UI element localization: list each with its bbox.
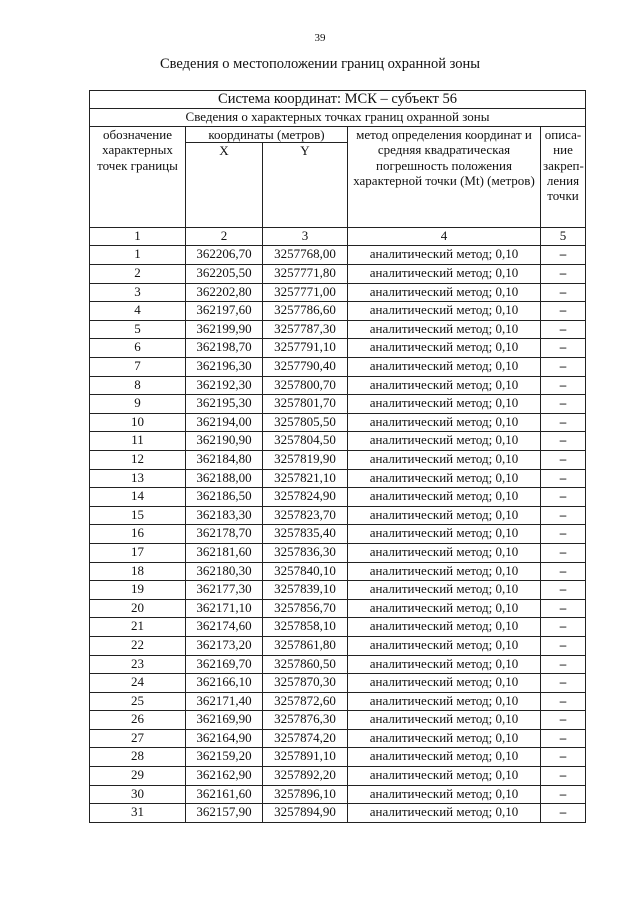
table-row	[90, 413, 586, 432]
y-coordinate-cell: 3257876,30	[263, 711, 348, 730]
y-coordinate-cell: 3257860,50	[263, 655, 348, 674]
x-coordinate-cell: 362183,30	[186, 506, 263, 525]
description-cell: –	[541, 618, 586, 637]
point-number-cell: 16	[90, 525, 186, 544]
point-number-cell: 11	[90, 432, 186, 451]
method-cell: аналитический метод; 0,10	[348, 246, 541, 265]
y-coordinate-cell: 3257821,10	[263, 469, 348, 488]
point-number-cell: 13	[90, 469, 186, 488]
coordinate-system-header: Система координат: МСК – субъект 56	[90, 91, 586, 109]
x-coordinate-cell: 362198,70	[186, 339, 263, 358]
table-row	[90, 376, 586, 395]
y-coordinate-cell: 3257791,10	[263, 339, 348, 358]
method-cell: аналитический метод; 0,10	[348, 711, 541, 730]
x-coordinate-cell: 362186,50	[186, 488, 263, 507]
description-cell: –	[541, 599, 586, 618]
table-row	[90, 767, 586, 786]
method-cell: аналитический метод; 0,10	[348, 432, 541, 451]
y-coordinate-cell: 3257858,10	[263, 618, 348, 637]
table-row	[90, 655, 586, 674]
y-coordinate-cell: 3257819,90	[263, 450, 348, 469]
method-cell: аналитический метод; 0,10	[348, 655, 541, 674]
description-cell: –	[541, 302, 586, 321]
table-row	[90, 525, 586, 544]
point-number-cell: 19	[90, 581, 186, 600]
table-subtitle: Сведения о характерных точках границ охранной зоны	[90, 109, 586, 127]
table-row	[90, 469, 586, 488]
y-coordinate-cell: 3257805,50	[263, 413, 348, 432]
x-coordinate-cell: 362196,30	[186, 358, 263, 377]
description-cell: –	[541, 581, 586, 600]
description-cell: –	[541, 729, 586, 748]
method-cell: аналитический метод; 0,10	[348, 618, 541, 637]
description-cell: –	[541, 767, 586, 786]
description-cell: –	[541, 525, 586, 544]
table-body	[90, 246, 586, 822]
point-number-cell: 2	[90, 265, 186, 284]
x-coordinate-cell: 362177,30	[186, 581, 263, 600]
table-row	[90, 543, 586, 562]
table-row	[90, 302, 586, 321]
x-coordinate-cell: 362169,70	[186, 655, 263, 674]
method-cell: аналитический метод; 0,10	[348, 265, 541, 284]
method-cell: аналитический метод; 0,10	[348, 674, 541, 693]
table-row	[90, 562, 586, 581]
method-cell: аналитический метод; 0,10	[348, 692, 541, 711]
point-number-cell: 5	[90, 320, 186, 339]
x-coordinate-cell: 362162,90	[186, 767, 263, 786]
y-coordinate-cell: 3257892,20	[263, 767, 348, 786]
x-coordinate-cell: 362178,70	[186, 525, 263, 544]
method-cell: аналитический метод; 0,10	[348, 543, 541, 562]
column-number: 3	[263, 228, 348, 246]
point-number-cell: 28	[90, 748, 186, 767]
point-number-cell: 1	[90, 246, 186, 265]
point-number-cell: 12	[90, 450, 186, 469]
method-cell: аналитический метод; 0,10	[348, 339, 541, 358]
x-coordinate-cell: 362161,60	[186, 785, 263, 804]
x-coordinate-cell: 362157,90	[186, 804, 263, 823]
description-cell: –	[541, 432, 586, 451]
method-cell: аналитический метод; 0,10	[348, 450, 541, 469]
x-coordinate-cell: 362174,60	[186, 618, 263, 637]
y-coordinate-cell: 3257894,90	[263, 804, 348, 823]
description-cell: –	[541, 376, 586, 395]
x-header: X	[186, 143, 263, 228]
x-coordinate-cell: 362173,20	[186, 636, 263, 655]
point-number-cell: 7	[90, 358, 186, 377]
method-cell: аналитический метод; 0,10	[348, 469, 541, 488]
method-cell: аналитический метод; 0,10	[348, 302, 541, 321]
y-coordinate-cell: 3257804,50	[263, 432, 348, 451]
x-coordinate-cell: 362171,10	[186, 599, 263, 618]
x-coordinate-cell: 362181,60	[186, 543, 263, 562]
method-cell: аналитический метод; 0,10	[348, 488, 541, 507]
description-cell: –	[541, 488, 586, 507]
point-number-cell: 17	[90, 543, 186, 562]
point-number-cell: 15	[90, 506, 186, 525]
table-row	[90, 320, 586, 339]
point-number-cell: 14	[90, 488, 186, 507]
description-cell: –	[541, 450, 586, 469]
description-cell: –	[541, 395, 586, 414]
method-cell: аналитический метод; 0,10	[348, 320, 541, 339]
description-cell: –	[541, 339, 586, 358]
method-cell: аналитический метод; 0,10	[348, 506, 541, 525]
table-row	[90, 339, 586, 358]
y-coordinate-cell: 3257835,40	[263, 525, 348, 544]
point-number-cell: 24	[90, 674, 186, 693]
y-coordinate-cell: 3257801,70	[263, 395, 348, 414]
y-coordinate-cell: 3257787,30	[263, 320, 348, 339]
method-cell: аналитический метод; 0,10	[348, 376, 541, 395]
point-number-cell: 27	[90, 729, 186, 748]
table-row	[90, 804, 586, 823]
y-coordinate-cell: 3257856,70	[263, 599, 348, 618]
table-subtitle-row	[90, 109, 586, 127]
method-cell: аналитический метод; 0,10	[348, 636, 541, 655]
y-coordinate-cell: 3257786,60	[263, 302, 348, 321]
description-cell: –	[541, 562, 586, 581]
description-cell: –	[541, 283, 586, 302]
point-number-cell: 18	[90, 562, 186, 581]
x-coordinate-cell: 362199,90	[186, 320, 263, 339]
page-number: 39	[314, 32, 326, 44]
method-cell: аналитический метод; 0,10	[348, 283, 541, 302]
description-cell: –	[541, 320, 586, 339]
point-number-cell: 22	[90, 636, 186, 655]
y-coordinate-cell: 3257790,40	[263, 358, 348, 377]
description-header: описа-ние закреп-ления точки	[541, 127, 586, 228]
x-coordinate-cell: 362195,30	[186, 395, 263, 414]
description-cell: –	[541, 692, 586, 711]
method-cell: аналитический метод; 0,10	[348, 804, 541, 823]
table-row	[90, 581, 586, 600]
table-row	[90, 283, 586, 302]
y-coordinate-cell: 3257771,80	[263, 265, 348, 284]
description-cell: –	[541, 636, 586, 655]
point-number-cell: 25	[90, 692, 186, 711]
y-coordinate-cell: 3257891,10	[263, 748, 348, 767]
table-row	[90, 636, 586, 655]
point-designation-header: обозначение характерных точек границы	[90, 127, 186, 228]
method-cell: аналитический метод; 0,10	[348, 785, 541, 804]
description-cell: –	[541, 246, 586, 265]
description-cell: –	[541, 674, 586, 693]
point-number-cell: 31	[90, 804, 186, 823]
point-number-cell: 21	[90, 618, 186, 637]
description-cell: –	[541, 506, 586, 525]
column-number-row	[90, 228, 586, 246]
description-cell: –	[541, 804, 586, 823]
method-cell: аналитический метод; 0,10	[348, 395, 541, 414]
method-cell: аналитический метод; 0,10	[348, 358, 541, 377]
method-header: метод определения координат и средняя квадратическая погрешность положения характерной точки (Mt) (метров)	[348, 127, 541, 228]
x-coordinate-cell: 362205,50	[186, 265, 263, 284]
x-coordinate-cell: 362180,30	[186, 562, 263, 581]
method-cell: аналитический метод; 0,10	[348, 729, 541, 748]
x-coordinate-cell: 362159,20	[186, 748, 263, 767]
description-cell: –	[541, 265, 586, 284]
method-cell: аналитический метод; 0,10	[348, 767, 541, 786]
method-cell: аналитический метод; 0,10	[348, 599, 541, 618]
coordinates-header: координаты (метров)	[186, 127, 348, 143]
table-row	[90, 358, 586, 377]
x-coordinate-cell: 362171,40	[186, 692, 263, 711]
y-coordinate-cell: 3257771,00	[263, 283, 348, 302]
point-number-cell: 9	[90, 395, 186, 414]
column-number: 2	[186, 228, 263, 246]
y-coordinate-cell: 3257870,30	[263, 674, 348, 693]
description-cell: –	[541, 358, 586, 377]
description-cell: –	[541, 748, 586, 767]
description-cell: –	[541, 413, 586, 432]
x-coordinate-cell: 362197,60	[186, 302, 263, 321]
x-coordinate-cell: 362206,70	[186, 246, 263, 265]
column-number: 1	[90, 228, 186, 246]
y-coordinate-cell: 3257800,70	[263, 376, 348, 395]
point-number-cell: 20	[90, 599, 186, 618]
point-number-cell: 30	[90, 785, 186, 804]
point-number-cell: 3	[90, 283, 186, 302]
y-coordinate-cell: 3257836,30	[263, 543, 348, 562]
y-coordinate-cell: 3257874,20	[263, 729, 348, 748]
description-cell: –	[541, 711, 586, 730]
point-number-cell: 26	[90, 711, 186, 730]
table-row	[90, 748, 586, 767]
x-coordinate-cell: 362202,80	[186, 283, 263, 302]
point-number-cell: 6	[90, 339, 186, 358]
x-coordinate-cell: 362194,00	[186, 413, 263, 432]
point-number-cell: 29	[90, 767, 186, 786]
column-header-row	[90, 127, 586, 143]
description-cell: –	[541, 469, 586, 488]
table-row	[90, 450, 586, 469]
table-row	[90, 618, 586, 637]
table-row	[90, 488, 586, 507]
x-coordinate-cell: 362188,00	[186, 469, 263, 488]
description-cell: –	[541, 543, 586, 562]
table-row	[90, 674, 586, 693]
table-row	[90, 711, 586, 730]
table-row	[90, 265, 586, 284]
y-coordinate-cell: 3257840,10	[263, 562, 348, 581]
table-row	[90, 599, 586, 618]
method-cell: аналитический метод; 0,10	[348, 581, 541, 600]
point-number-cell: 10	[90, 413, 186, 432]
x-coordinate-cell: 362184,80	[186, 450, 263, 469]
y-coordinate-cell: 3257824,90	[263, 488, 348, 507]
y-header: Y	[263, 143, 348, 228]
x-coordinate-cell: 362169,90	[186, 711, 263, 730]
point-number-cell: 4	[90, 302, 186, 321]
y-coordinate-cell: 3257872,60	[263, 692, 348, 711]
description-cell: –	[541, 655, 586, 674]
method-cell: аналитический метод; 0,10	[348, 525, 541, 544]
table-row	[90, 692, 586, 711]
column-number: 4	[348, 228, 541, 246]
y-coordinate-cell: 3257823,70	[263, 506, 348, 525]
method-cell: аналитический метод; 0,10	[348, 413, 541, 432]
y-coordinate-cell: 3257768,00	[263, 246, 348, 265]
coordinate-system-row	[90, 91, 586, 109]
table-row	[90, 785, 586, 804]
table-row	[90, 432, 586, 451]
point-number-cell: 23	[90, 655, 186, 674]
table-row	[90, 246, 586, 265]
method-cell: аналитический метод; 0,10	[348, 748, 541, 767]
boundary-points-table	[89, 90, 586, 823]
x-coordinate-cell: 362166,10	[186, 674, 263, 693]
x-coordinate-cell: 362192,30	[186, 376, 263, 395]
table-row	[90, 506, 586, 525]
x-coordinate-cell: 362164,90	[186, 729, 263, 748]
document-title: Сведения о местоположении границ охранной зоны	[159, 56, 480, 72]
table-row	[90, 395, 586, 414]
table-row	[90, 729, 586, 748]
column-number: 5	[541, 228, 586, 246]
x-coordinate-cell: 362190,90	[186, 432, 263, 451]
point-number-cell: 8	[90, 376, 186, 395]
y-coordinate-cell: 3257896,10	[263, 785, 348, 804]
description-cell: –	[541, 785, 586, 804]
y-coordinate-cell: 3257839,10	[263, 581, 348, 600]
y-coordinate-cell: 3257861,80	[263, 636, 348, 655]
method-cell: аналитический метод; 0,10	[348, 562, 541, 581]
